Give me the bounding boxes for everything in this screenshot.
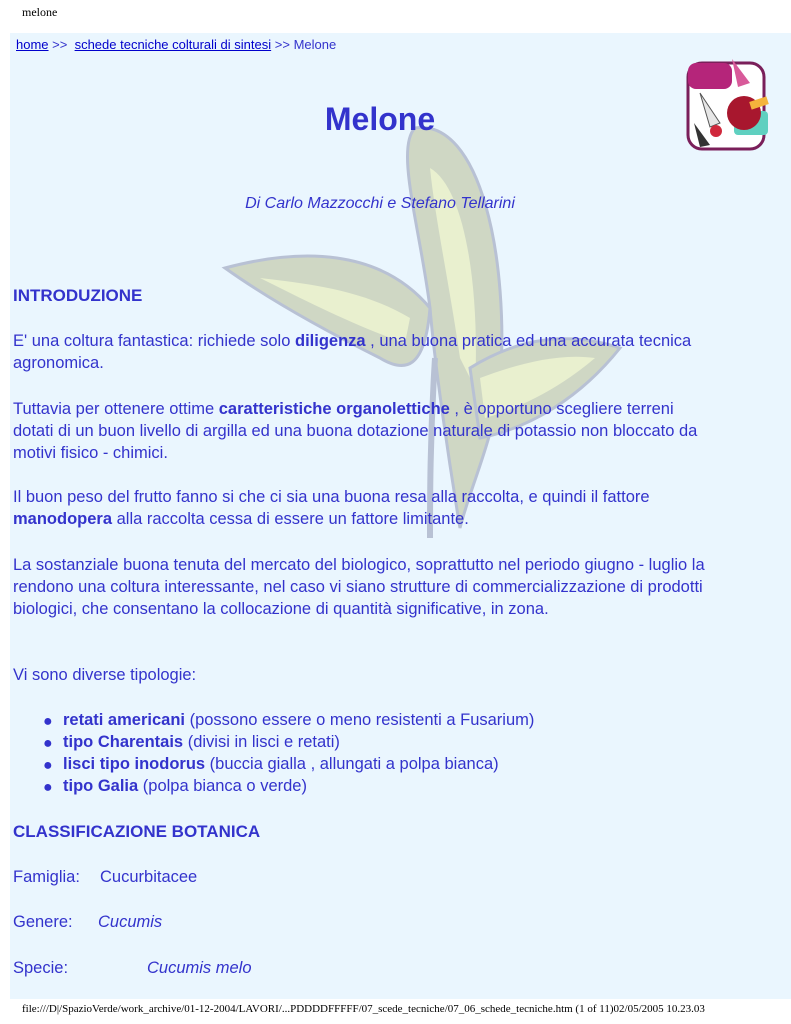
print-header: melone [22, 5, 58, 19]
classification-heading: CLASSIFICAZIONE BOTANICA [13, 822, 261, 841]
intro-paragraph-1: E' una coltura fantastica: richiede solo diligenza , una buona pratica ed una accurata tecnica agronomica. [13, 332, 692, 372]
famiglia-value: Cucurbitacee [100, 868, 198, 886]
print-footer: file:///D|/SpazioVerde/work_archive/01-12-2004/LAVORI/...PDDDDFFFFF/07_scede_tecniche/07_06_schede_tecniche.htm (1 of 11)02/05/2005 10.23.03 [22, 1003, 705, 1015]
specie-label: Specie: [13, 959, 69, 977]
famiglia-label: Famiglia: [13, 868, 80, 886]
breadcrumb-current: Melone [293, 37, 337, 52]
list-item: ● lisci tipo inodorus (buccia gialla , allungati a polpa bianca) [13, 753, 534, 775]
famiglia-row [13, 868, 198, 887]
breadcrumb-schede-link[interactable]: schede tecniche colturali di sintesi [74, 37, 272, 52]
specie-row [13, 959, 252, 978]
genere-row [13, 913, 163, 932]
intro-paragraph-2: Tuttavia per ottenere ottime caratteristiche organolettiche , è opportuno scegliere terreni dotati di un buon livello di argilla ed una buona dotazione naturale di potassio non bloccato da motivi fisico - chimici. [13, 400, 698, 462]
page-title: Melone [324, 101, 436, 137]
authors: Di Carlo Mazzocchi e Stefano Tellarini [245, 195, 515, 212]
list-item: ● tipo Charentais (divisi in lisci e retati) [13, 731, 534, 753]
list-item: ● retati americani (possono essere o meno resistenti a Fusarium) [13, 709, 534, 731]
genere-value: Cucumis [98, 913, 163, 931]
bullet-icon: ● [43, 757, 53, 774]
breadcrumb-separator: >> [274, 37, 290, 52]
genere-label: Genere: [13, 913, 73, 931]
list-item: ● tipo Galia (polpa bianca o verde) [13, 775, 534, 797]
intro-paragraph-4: La sostanziale buona tenuta del mercato del biologico, soprattutto nel periodo giugno - luglio la rendono una coltura interessante, nel caso vi siano strutture di commercializzazione di prodotti biologici, che consentano la collocazione di quantità significative, in zona. [13, 556, 705, 618]
melon-types-list [13, 709, 534, 797]
bullet-icon: ● [43, 779, 53, 796]
specie-value: Cucumis melo [147, 959, 252, 977]
breadcrumb [16, 37, 336, 52]
intro-paragraph-5: Vi sono diverse tipologie: [13, 666, 197, 684]
breadcrumb-separator: >> [52, 37, 68, 52]
intro-heading: INTRODUZIONE [13, 286, 143, 305]
bullet-icon: ● [43, 735, 53, 752]
page-body [10, 33, 791, 999]
intro-paragraph-3: Il buon peso del frutto fanno si che ci sia una buona resa alla raccolta, e quindi il fattore manodopera alla raccolta cessa di essere un fattore limitante. [13, 488, 650, 528]
bullet-icon: ● [43, 713, 53, 730]
breadcrumb-home-link[interactable]: home [16, 37, 49, 52]
